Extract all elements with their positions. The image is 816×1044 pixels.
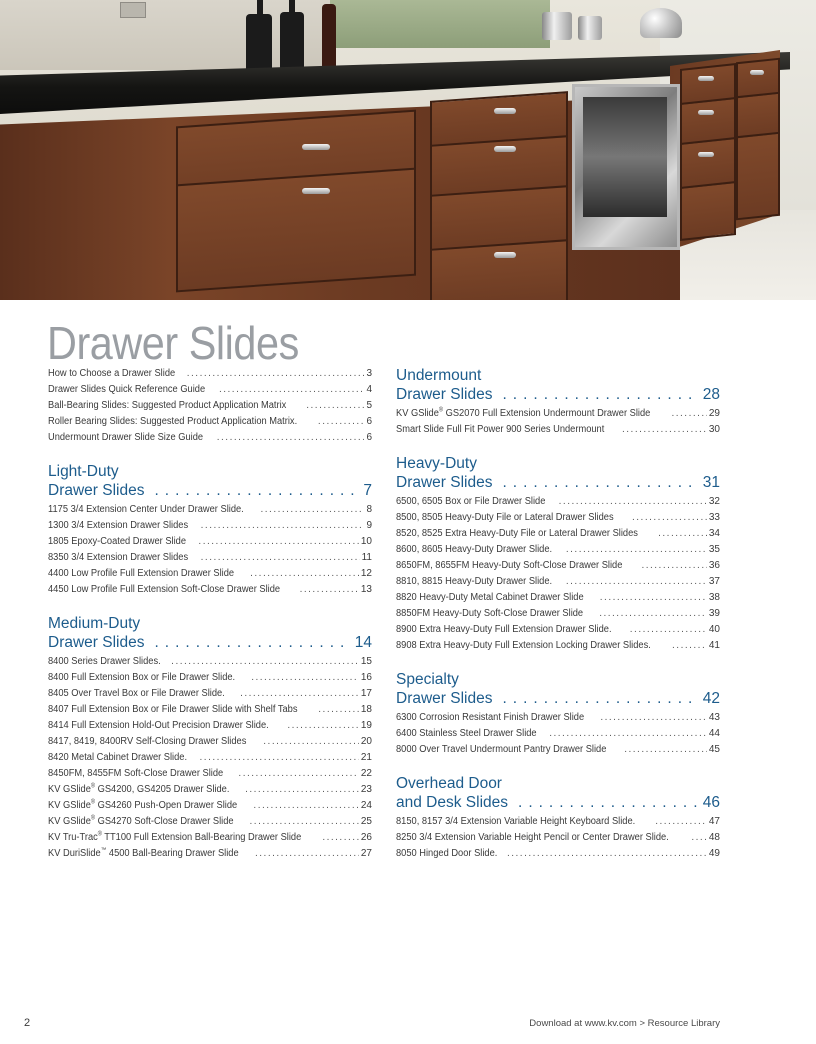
page-title: Drawer Slides: [47, 317, 299, 369]
toc-entry[interactable]: [48, 750, 372, 766]
toc-entry-title: 8414 Full Extension Hold-Out Precision Drawer Slide.: [48, 720, 269, 731]
toc-entry-title: Undermount Drawer Slide Size Guide: [48, 432, 204, 443]
section-heading-line2: [396, 689, 720, 708]
toc-entry[interactable]: [48, 702, 372, 718]
section-heading[interactable]: [396, 774, 720, 812]
drawer-handle: [750, 70, 764, 75]
toc-entry[interactable]: [48, 654, 372, 670]
toc-intro-list: [48, 366, 372, 446]
toc-entry-page: 45: [708, 744, 720, 755]
section-heading-line1: Specialty: [396, 671, 459, 688]
toc-section: [396, 454, 720, 654]
toc-entry-title: 8350 3/4 Extension Drawer Slides: [48, 552, 189, 563]
section-entries: [48, 654, 372, 862]
dot-leader: [300, 582, 359, 598]
toc-entry[interactable]: [396, 846, 720, 862]
bottle: [322, 4, 336, 74]
section-heading-text: and Desk Slides: [396, 794, 509, 811]
dot-leader: [502, 689, 698, 708]
toc-entry[interactable]: [48, 830, 372, 846]
toc-entry-page: 13: [360, 584, 372, 595]
section-heading-line1: Heavy-Duty: [396, 455, 477, 472]
section-page-number: 14: [354, 634, 372, 651]
dot-leader: [600, 710, 707, 726]
toc-entry-title: 8520, 8525 Extra Heavy-Duty File or Lateral Drawer Slides: [396, 528, 638, 539]
toc-entry-page: 20: [360, 736, 372, 747]
toc-entry-page: 22: [360, 768, 372, 779]
toc-entry[interactable]: [396, 814, 720, 830]
dot-leader: [198, 534, 358, 550]
cooking-pot: [542, 12, 572, 40]
toc-entry[interactable]: [396, 558, 720, 574]
drawer-front: [680, 181, 736, 241]
dot-leader: [201, 550, 360, 566]
dot-leader: [502, 385, 698, 404]
toc-entry[interactable]: [396, 726, 720, 742]
toc-entry-title: 6300 Corrosion Resistant Finish Drawer Slide: [396, 712, 585, 723]
toc-entry[interactable]: [396, 542, 720, 558]
cooking-pot: [578, 16, 602, 40]
toc-entry[interactable]: [48, 566, 372, 582]
section-heading-line2: [396, 473, 720, 492]
page-number: 2: [24, 1017, 31, 1029]
toc-entry-title: 8405 Over Travel Box or File Drawer Slide.: [48, 688, 225, 699]
toc-entry-page: 25: [360, 816, 372, 827]
toc-section: [48, 462, 372, 598]
section-heading-text: Drawer Slides: [396, 474, 493, 491]
section-heading-line2: [48, 633, 372, 652]
toc-entry-title: How to Choose a Drawer Slide: [48, 368, 176, 379]
dot-leader: [250, 566, 359, 582]
dot-leader: [624, 742, 707, 758]
section-heading-line1: Overhead Door: [396, 775, 502, 792]
toc-entry-page: 38: [708, 592, 720, 603]
dot-leader: [655, 814, 707, 830]
toc-right-column: [396, 366, 720, 862]
toc-entry-title: 8900 Extra Heavy-Duty Full Extension Drawer Slide.: [396, 624, 612, 635]
toc-left-column: [48, 366, 372, 862]
toc-entry[interactable]: [396, 406, 720, 422]
toc-entry-title: 8050 Hinged Door Slide.: [396, 848, 498, 859]
toc-entry-page: 6: [366, 432, 372, 443]
toc-entry[interactable]: [48, 414, 372, 430]
toc-entry[interactable]: [396, 526, 720, 542]
toc-entry-title: 8450FM, 8455FM Soft-Close Drawer Slide: [48, 768, 224, 779]
toc-section: [396, 774, 720, 862]
toc-entry-page: 48: [708, 832, 720, 843]
section-heading-text: Drawer Slides: [48, 482, 145, 499]
drawer-handle: [302, 144, 330, 150]
toc-entry-page: 30: [708, 424, 720, 435]
toc-entry[interactable]: [48, 382, 372, 398]
dot-leader: [318, 702, 359, 718]
toc-entry-title: KV GSlide® GS2070 Full Extension Undermount Drawer Slide: [396, 407, 651, 419]
toc-section: [48, 614, 372, 862]
toc-entry-title: KV GSlide® GS4200, GS4205 Drawer Slide.: [48, 783, 230, 795]
section-page-number: 42: [702, 690, 720, 707]
section-heading-text: Drawer Slides: [396, 690, 493, 707]
toc-entry[interactable]: [48, 502, 372, 518]
drawer-handle: [494, 108, 516, 114]
dot-leader: [255, 846, 359, 862]
dot-leader: [154, 633, 350, 652]
dot-leader: [518, 793, 699, 812]
dot-leader: [507, 846, 707, 862]
toc-entry-title: 6400 Stainless Steel Drawer Slide: [396, 728, 537, 739]
toc-entry-title: KV GSlide® GS4260 Push-Open Drawer Slide: [48, 799, 238, 811]
toc-entry-page: 29: [708, 408, 720, 419]
dot-leader: [253, 798, 358, 814]
section-heading[interactable]: [396, 454, 720, 492]
dot-leader: [171, 654, 359, 670]
toc-entry[interactable]: [396, 638, 720, 654]
dot-leader: [201, 518, 365, 534]
dot-leader: [672, 638, 707, 654]
toc-entry-page: 36: [708, 560, 720, 571]
section-entries: [396, 406, 720, 438]
section-heading-line1: Light-Duty: [48, 463, 119, 480]
toc-entry-page: 23: [360, 784, 372, 795]
toc-entry-title: 1805 Epoxy-Coated Drawer Slide: [48, 536, 187, 547]
toc-entry[interactable]: [396, 510, 720, 526]
toc-entry-page: 34: [708, 528, 720, 539]
toc-entry-page: 6: [366, 416, 372, 427]
toc-entry-title: 1175 3/4 Extension Center Under Drawer Slide.: [48, 504, 244, 515]
section-heading-text: Drawer Slides: [48, 634, 145, 651]
toc-entry-page: 47: [708, 816, 720, 827]
toc-entry[interactable]: [48, 798, 372, 814]
drawer-handle: [494, 146, 516, 152]
dot-leader: [217, 430, 365, 446]
section-page-number: 46: [702, 794, 720, 811]
dot-leader: [287, 718, 359, 734]
toc-entry-title: 8500, 8505 Heavy-Duty File or Lateral Drawer Slides: [396, 512, 614, 523]
section-heading-line1: Medium-Duty: [48, 615, 141, 632]
hero-kitchen-image: [0, 0, 816, 300]
toc-entry-page: 4: [366, 384, 372, 395]
toc-entry-title: 8417, 8419, 8400RV Self-Closing Drawer Slides: [48, 736, 247, 747]
dot-leader: [200, 750, 359, 766]
toc-entry[interactable]: [48, 430, 372, 446]
dot-leader: [641, 558, 706, 574]
dot-leader: [322, 830, 359, 846]
toc-entry-title: 8000 Over Travel Undermount Pantry Drawer Slide: [396, 744, 607, 755]
toc-entry-page: 24: [360, 800, 372, 811]
toc-entry[interactable]: [48, 814, 372, 830]
drawer-handle: [698, 76, 714, 81]
section-heading-line2: [396, 793, 720, 812]
toc-entry-title: 8250 3/4 Extension Variable Height Pencil or Center Drawer Slide.: [396, 832, 669, 843]
toc-entry-title: 4400 Low Profile Full Extension Drawer Slide: [48, 568, 235, 579]
toc-entry[interactable]: [48, 782, 372, 798]
toc-entry[interactable]: [48, 670, 372, 686]
dot-leader: [658, 526, 707, 542]
toc-entry-page: 5: [366, 400, 372, 411]
toc-entry-title: 8820 Heavy-Duty Metal Cabinet Drawer Slide: [396, 592, 584, 603]
dot-leader: [240, 686, 359, 702]
toc-entry[interactable]: [396, 606, 720, 622]
toc-entry-page: 11: [361, 552, 372, 563]
toc-section: [396, 366, 720, 438]
toc-entry[interactable]: [396, 494, 720, 510]
dot-leader: [187, 366, 365, 382]
toc-entry[interactable]: [396, 830, 720, 846]
section-page-number: 31: [702, 474, 720, 491]
toc-entry-title: KV DuriSlide™ 4500 Ball-Bearing Drawer Slide: [48, 847, 239, 859]
section-heading[interactable]: [396, 366, 720, 404]
toc-entry[interactable]: [396, 742, 720, 758]
toc-entry-page: 21: [360, 752, 372, 763]
toc-entry[interactable]: [48, 550, 372, 566]
toc-entry-title: KV GSlide® GS4270 Soft-Close Drawer Slide: [48, 815, 234, 827]
drawer-front: [736, 132, 780, 221]
toc-entry-title: 8420 Metal Cabinet Drawer Slide.: [48, 752, 188, 763]
drawer-handle: [698, 152, 714, 157]
toc-entry[interactable]: [48, 366, 372, 382]
toc-entry-title: Smart Slide Full Fit Power 900 Series Undermount: [396, 424, 605, 435]
dot-leader: [622, 422, 707, 438]
dot-leader: [251, 670, 359, 686]
section-heading-line2: [48, 481, 372, 500]
dot-leader: [559, 494, 707, 510]
toc-entry-page: 12: [360, 568, 372, 579]
toc-entry[interactable]: [396, 590, 720, 606]
toc-entry-page: 27: [360, 848, 372, 859]
section-heading-text: Drawer Slides: [396, 386, 493, 403]
drawer-front: [430, 239, 568, 300]
toc-entry-page: 33: [708, 512, 720, 523]
toc-entry[interactable]: [48, 534, 372, 550]
toc-entry-title: 6500, 6505 Box or File Drawer Slide: [396, 496, 546, 507]
toc-entry-page: 19: [360, 720, 372, 731]
toc-entry-page: 43: [708, 712, 720, 723]
kettle: [640, 8, 682, 38]
dot-leader: [260, 502, 364, 518]
toc-entry-title: KV Tru-Trac® TT100 Full Extension Ball-Bearing Drawer Slide: [48, 831, 302, 843]
toc-entry-title: 8850FM Heavy-Duty Soft-Close Drawer Slide: [396, 608, 584, 619]
toc-entry-page: 10: [360, 536, 372, 547]
toc-entry-title: 1300 3/4 Extension Drawer Slides: [48, 520, 189, 531]
drawer-front: [176, 168, 416, 293]
dot-leader: [502, 473, 698, 492]
toc-entry-title: 8400 Full Extension Box or File Drawer Slide.: [48, 672, 236, 683]
toc-entry[interactable]: [396, 422, 720, 438]
drawer-handle: [494, 252, 516, 258]
toc-entry-page: 37: [708, 576, 720, 587]
dot-leader: [566, 574, 707, 590]
section-page-number: 28: [702, 386, 720, 403]
toc-entry-page: 18: [360, 704, 372, 715]
window-view: [330, 0, 550, 48]
toc-entry-page: 39: [708, 608, 720, 619]
toc-entry-page: 26: [360, 832, 372, 843]
dot-leader: [632, 510, 707, 526]
oven-window: [583, 97, 667, 217]
dot-leader: [238, 766, 358, 782]
toc-entry-title: Drawer Slides Quick Reference Guide: [48, 384, 206, 395]
dot-leader: [566, 542, 707, 558]
section-heading-line1: Undermount: [396, 367, 482, 384]
dot-leader: [630, 622, 707, 638]
dot-leader: [671, 406, 706, 422]
dot-leader: [306, 398, 364, 414]
dot-leader: [691, 830, 707, 846]
toc-entry[interactable]: [396, 710, 720, 726]
toc-entry-page: 16: [360, 672, 372, 683]
toc-entry-title: 8810, 8815 Heavy-Duty Drawer Slide.: [396, 576, 553, 587]
toc-entry-title: 8600, 8605 Heavy-Duty Drawer Slide.: [396, 544, 553, 555]
toc-entry-page: 41: [708, 640, 720, 651]
toc-entry[interactable]: [48, 734, 372, 750]
toc-entry-page: 35: [708, 544, 720, 555]
toc-entry-title: Ball-Bearing Slides: Suggested Product Application Matrix: [48, 400, 287, 411]
toc-entry-page: 17: [360, 688, 372, 699]
toc-entry-title: Roller Bearing Slides: Suggested Product Application Matrix.: [48, 416, 298, 427]
toc-entry-page: 15: [360, 656, 372, 667]
section-entries: [396, 710, 720, 758]
toc-entry[interactable]: [396, 574, 720, 590]
toc-entry[interactable]: [48, 518, 372, 534]
toc-entry-title: 8150, 8157 3/4 Extension Variable Height Keyboard Slide.: [396, 816, 636, 827]
section-page-number: 7: [363, 482, 372, 499]
wall-outlet: [120, 2, 146, 18]
toc-entry[interactable]: [48, 582, 372, 598]
stainless-oven: [572, 84, 680, 250]
dot-leader: [600, 590, 707, 606]
toc-entry[interactable]: [48, 846, 372, 862]
section-entries: [396, 814, 720, 862]
dot-leader: [263, 734, 359, 750]
toc-entry-page: 40: [708, 624, 720, 635]
toc-entry-title: 4450 Low Profile Full Extension Soft-Close Drawer Slide: [48, 584, 281, 595]
section-entries: [48, 502, 372, 598]
dot-leader: [154, 481, 359, 500]
toc-entry[interactable]: [396, 622, 720, 638]
toc-section: [396, 670, 720, 758]
dot-leader: [549, 726, 707, 742]
drawer-handle: [302, 188, 330, 194]
dot-leader: [599, 606, 707, 622]
toc-entry-page: 32: [708, 496, 720, 507]
section-heading-line2: [396, 385, 720, 404]
toc-entry-title: 8650FM, 8655FM Heavy-Duty Soft-Close Drawer Slide: [396, 560, 623, 571]
toc-entry-page: 49: [708, 848, 720, 859]
section-entries: [396, 494, 720, 654]
toc-entry[interactable]: [48, 718, 372, 734]
toc-entry-page: 44: [708, 728, 720, 739]
toc-entry-title: 8908 Extra Heavy-Duty Full Extension Locking Drawer Slides.: [396, 640, 651, 651]
dot-leader: [245, 782, 359, 798]
section-heading[interactable]: [396, 670, 720, 708]
toc-entry-title: 8400 Series Drawer Slides.: [48, 656, 161, 667]
toc-entry-page: 3: [366, 368, 372, 379]
section-heading[interactable]: [48, 462, 372, 500]
toc-entry[interactable]: [48, 686, 372, 702]
dot-leader: [219, 382, 364, 398]
toc-entry[interactable]: [48, 398, 372, 414]
footer-download-link[interactable]: Download at www.kv.com > Resource Library: [529, 1018, 720, 1029]
toc-entry-page: 9: [366, 520, 372, 531]
section-heading[interactable]: [48, 614, 372, 652]
toc-entry-title: 8407 Full Extension Box or File Drawer Slide with Shelf Tabs: [48, 704, 298, 715]
toc-entry[interactable]: [48, 766, 372, 782]
toc-entry-page: 8: [366, 504, 372, 515]
dot-leader: [318, 414, 365, 430]
drawer-handle: [698, 110, 714, 115]
dot-leader: [250, 814, 359, 830]
